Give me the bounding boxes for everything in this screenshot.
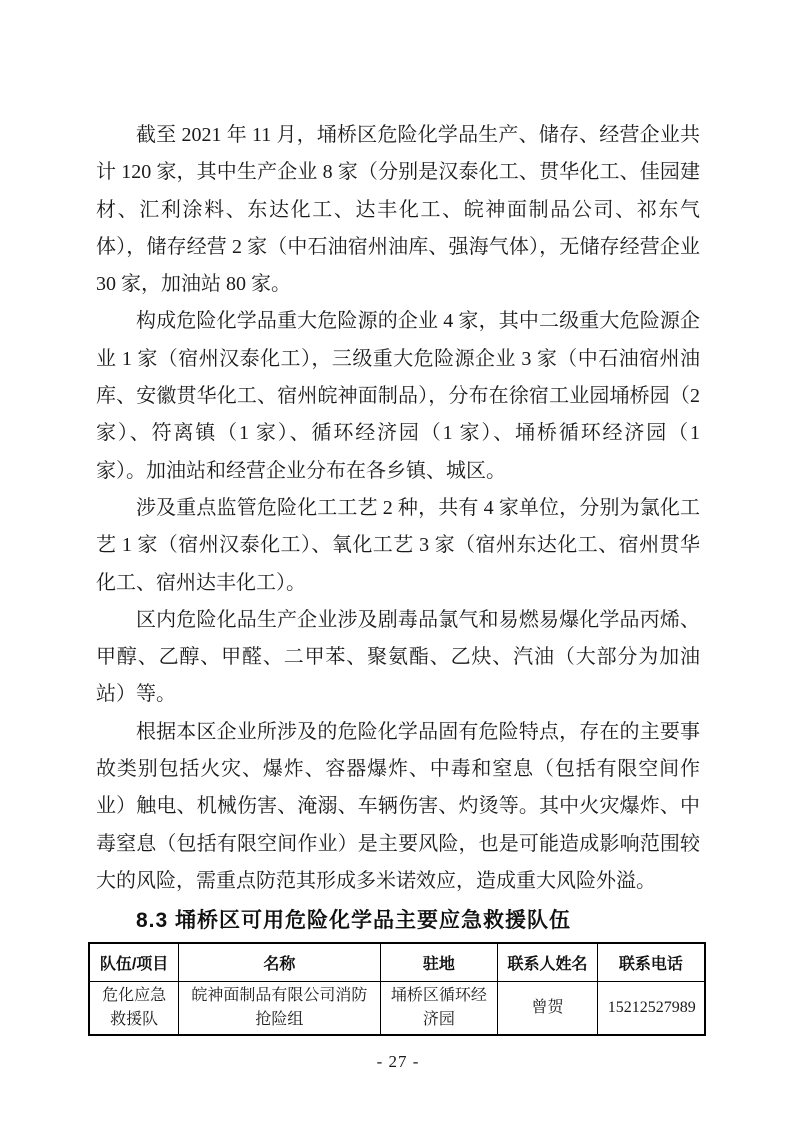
cell-name: 皖神面制品有限公司消防抢险组 [179,981,380,1035]
cell-station: 埇桥区循环经济园 [380,981,498,1035]
column-header-name: 名称 [179,943,380,981]
column-header-phone: 联系电话 [597,943,705,981]
cell-team: 危化应急救援队 [89,981,179,1035]
paragraph-major-hazard-sources: 构成危险化学品重大危险源的企业 4 家，其中二级重大危险源企业 1 家（宿州汉泰化工），三级重大危险源企业 3 家（中石油宿州油库、安徽贯华化工、宿州皖神面制品），分布在徐宿工业园埇桥园（2 家）、符离镇（1 家）、循环经济园（1 家）、埇桥循环经济园（1 家）。加油站和经营企业分布在各乡镇、城区。 [96,310,700,482]
cell-contact-name: 曾贺 [498,981,598,1035]
rescue-teams-table [88,942,706,1036]
paragraph-risk-characteristics: 根据本区企业所涉及的危险化学品固有危险特点，存在的主要事故类别包括火灾、爆炸、容器爆炸、中毒和窒息（包括有限空间作业）触电、机械伤害、淹溺、车辆伤害、灼烫等。其中火灾爆炸、中毒窒息（包括有限空间作业）是主要风险，也是可能造成影响范围较大的风险，需重点防范其形成多米诺效应，造成重大风险外溢。 [96,720,700,892]
page-number: - 27 - [376,1051,420,1071]
table-row [89,981,705,1035]
cell-phone: 15212527989 [597,981,705,1035]
table-header-row [89,943,705,981]
paragraph-supervised-processes: 涉及重点监管危险化工工艺 2 种，共有 4 家单位，分别为氯化工艺 1 家（宿州汉泰化工）、氧化工艺 3 家（宿州东达化工、宿州贯华化工、宿州达丰化工）。 [96,496,700,594]
paragraph-enterprise-overview: 截至 2021 年 11 月，埇桥区危险化学品生产、储存、经营企业共计 120 家，其中生产企业 8 家（分别是汉泰化工、贯华化工、佳园建材、汇利涂料、东达化工、达丰化工、皖神面制品公司、祁东气体），储存经营 2 家（中石油宿州油库、强海气体），无储存经营企业 30 家，加油站 80 家。 [96,124,700,296]
column-header-contact: 联系人姓名 [498,943,598,981]
column-header-team: 队伍/项目 [89,943,179,981]
section-heading-8-3: 8.3 埇桥区可用危险化学品主要应急救援队伍 [136,909,572,933]
column-header-station: 驻地 [380,943,498,981]
paragraph-hazardous-chemicals: 区内危险化品生产企业涉及剧毒品氯气和易燃易爆化学品丙烯、甲醇、乙醇、甲醛、二甲苯、聚氨酯、乙炔、汽油（大部分为加油站）等。 [96,608,700,706]
